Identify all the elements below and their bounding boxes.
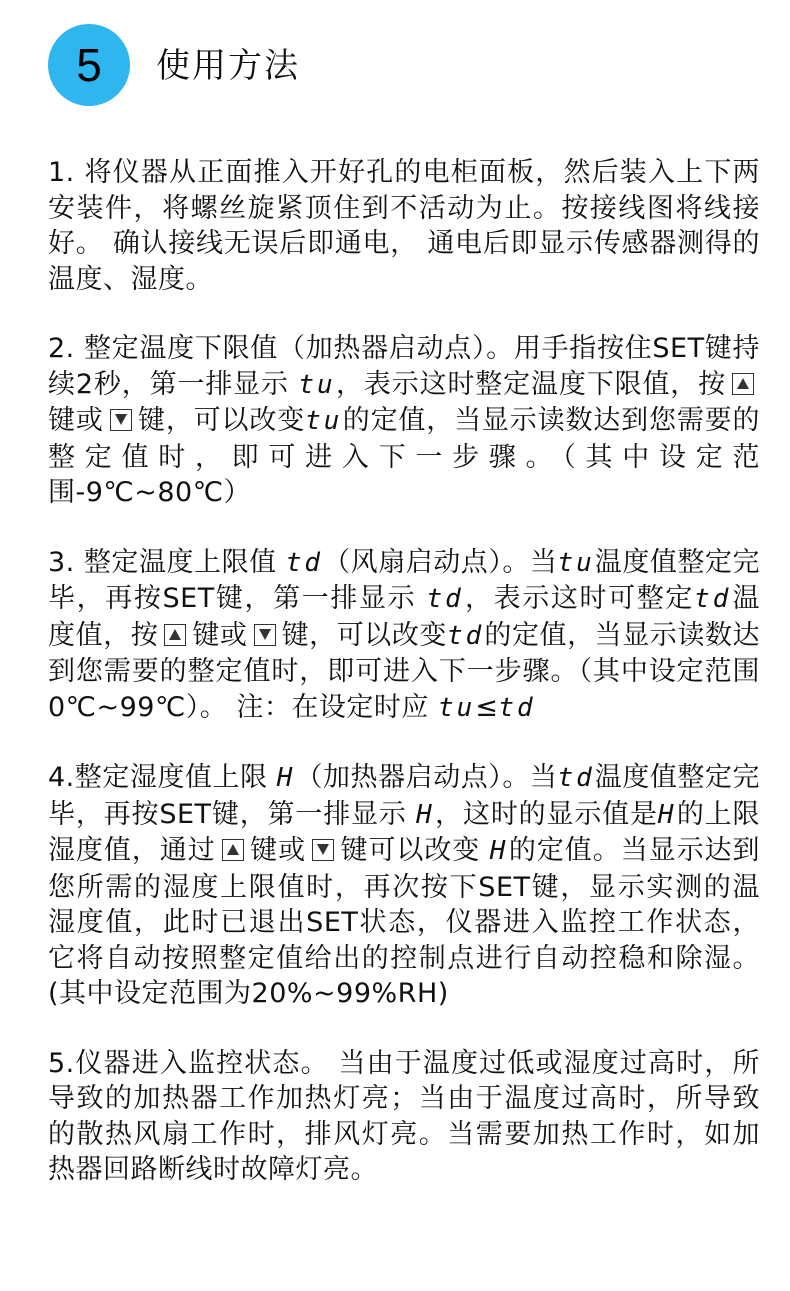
step-4-text: 的定值。当显示达到您所需的湿度上限值时，再次按下SET键，显示实测的温湿度值，此时已退出SET状态，仪器进入监控工作状态，它将自动按照整定值给出的控制点进行自动控稳和除湿。(其中设定范围为20%~99%RH) [48,835,761,1009]
up-key-icon [222,839,244,861]
step-5-text: 5.仪器进入监控状态。 当由于温度过低或湿度过高时，所导致的加热器工作加热灯亮；当由于温度过高时，所导致的散热风扇工作时，排风灯亮。当需要加热工作时，如加热器回路断线时故障灯亮。 [48,1047,760,1185]
step-3-text: 键，可以改变 [281,619,447,651]
td-display-symbol: td [557,763,595,793]
tu-display-symbol: tu [305,406,343,436]
instructions-body [48,155,760,1222]
h-display-symbol: H [276,763,296,793]
td-display-symbol: td [426,584,464,614]
step-4-text: 键可以改变 [340,835,490,866]
step-4-text: 温度值整定完毕，再按SET键，第一排显示 [48,762,761,830]
step-4-text: ，这时的显示值是 [434,798,658,830]
step-2-text: 的定值，当显示读数达到您需要的整定值时，即可进入下一步骤。（其中设定范围-9℃~80℃） [48,405,761,508]
step-4-text: 的上限湿度值，通过 [48,798,761,866]
up-key-icon [164,624,186,646]
step-1 [48,155,760,297]
tu-display-symbol: tu [557,547,595,578]
td-display-symbol: td [694,584,732,614]
step-1-text: 1. 将仪器从正面推入开好孔的电柜面板，然后装入上下两安装件，将螺丝旋紧顶住到不活动为止。按接线图将线接好。 确认接线无误后即通电， 通电后即显示传感器测得的温度、湿度。 [48,157,760,295]
h-display-symbol: H [657,799,677,830]
step-3-text: 温度值整定完毕，再按SET键，第一排显示 [48,546,760,614]
step-3-text: 的定值，当显示读数达到您需要的整定值时，即可进入下一步骤。（其中设定范围0℃~99℃）。 注：在设定时应 [48,619,761,723]
td-display-symbol: td [285,547,324,578]
step-2-text: 2. 整定温度下限值（加热器启动点）。用手指按住SET键持续2秒，第一排显示 [48,333,760,400]
up-key-icon [732,373,754,395]
h-display-symbol: H [416,799,435,830]
tu-display-symbol: tu [437,692,476,723]
down-key-icon [110,409,132,431]
step-3-text: （风扇启动点）。当 [323,546,558,578]
step-3-text: 键或 [192,619,248,651]
h-display-symbol: H [489,836,509,866]
step-3-text: 3. 整定温度上限值 [48,546,286,578]
step-4-text: 4.整定湿度值上限 [48,762,277,793]
step-5 [48,1046,760,1188]
step-4-text: （加热器启动点）。当 [295,762,558,793]
step-4-text: 键或 [249,835,307,866]
step-3-text: 温度值，按 [48,583,761,651]
section-title: 使用方法 [156,46,300,86]
section-header [0,0,790,130]
step-4 [48,760,760,1012]
down-key-icon [254,624,276,646]
step-2-text: 键，可以改变 [137,405,306,436]
tu-display-symbol: tu [298,369,336,400]
down-key-icon [312,839,334,861]
step-3-text: ，表示这时可整定 [463,583,695,614]
section-number-badge: 5 [48,24,130,106]
step-3 [48,545,760,727]
td-display-symbol: td [498,692,536,723]
step-2-text: 键或 [48,405,104,436]
td-display-symbol: td [447,620,485,651]
less-equal-symbol: ≤ [475,691,499,723]
step-2-text: ，表示这时整定温度下限值，按 [335,368,727,400]
step-2 [48,331,760,511]
